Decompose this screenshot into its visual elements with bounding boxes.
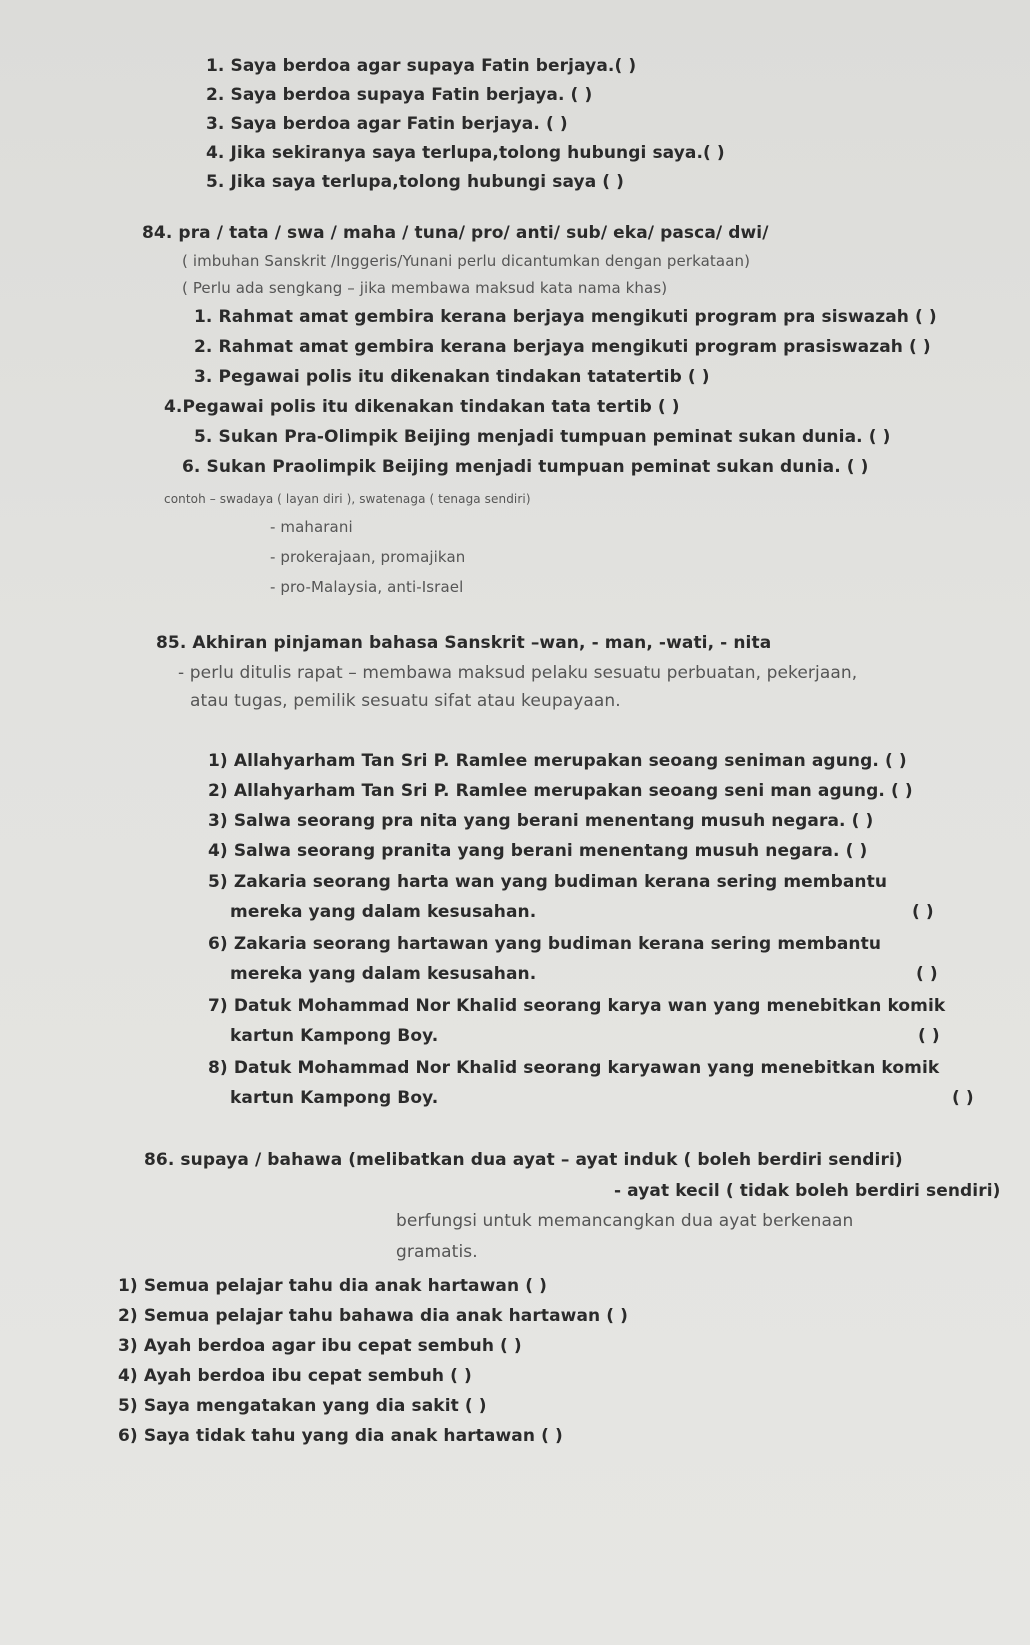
list-item: 5. Jika saya terlupa,tolong hubungi saya ( ) [206,172,625,192]
list-item: 2. Saya berdoa supaya Fatin berjaya. ( ) [206,85,593,105]
section-85-desc: - perlu ditulis rapat – membawa maksud pelaku sesuatu perbuatan, pekerjaan, [178,663,858,683]
section-86-line: - ayat kecil ( tidak boleh berdiri sendiri) [614,1181,1001,1201]
section-85-heading: 85. Akhiran pinjaman bahasa Sanskrit –wan, - man, -wati, - nita [156,633,772,653]
list-item: 1) Allahyarham Tan Sri P. Ramlee merupakan seoang seniman agung. ( ) [208,751,907,771]
list-item: 4. Jika sekiranya saya terlupa,tolong hubungi saya.( ) [206,143,725,163]
list-item: 3) Ayah berdoa agar ibu cepat sembuh ( ) [118,1336,522,1356]
bullet-item: - prokerajaan, promajikan [270,548,466,566]
list-item: 6) Saya tidak tahu yang dia anak hartawan ( ) [118,1426,563,1446]
list-item: 5) Zakaria seorang harta wan yang budiman kerana sering membantu [208,872,888,892]
list-item-continued: mereka yang dalam kesusahan. [230,964,537,984]
list-item: 3) Salwa seorang pra nita yang berani menentang musuh negara. ( ) [208,811,874,831]
bullet-item: - pro-Malaysia, anti-Israel [270,578,464,596]
list-item: 4.Pegawai polis itu dikenakan tindakan tata tertib ( ) [164,397,680,417]
section-86-line: berfungsi untuk memancangkan dua ayat berkenaan [396,1211,854,1231]
section-84-heading: 84. pra / tata / swa / maha / tuna/ pro/ anti/ sub/ eka/ pasca/ dwi/ [142,223,769,243]
section-86-heading: 86. supaya / bahawa (melibatkan dua ayat – ayat induk ( boleh berdiri sendiri) [144,1150,903,1170]
list-item: 4) Ayah berdoa ibu cepat sembuh ( ) [118,1366,472,1386]
list-item: 1. Saya berdoa agar supaya Fatin berjaya.( ) [206,56,637,76]
bullet-item: - maharani [270,518,353,536]
list-item: 5) Saya mengatakan yang dia sakit ( ) [118,1396,487,1416]
answer-bracket: ( ) [912,902,934,922]
list-item: 2. Rahmat amat gembira kerana berjaya mengikuti program prasiswazah ( ) [194,337,931,357]
answer-bracket: ( ) [918,1026,940,1046]
list-item: 3. Pegawai polis itu dikenakan tindakan tatatertib ( ) [194,367,710,387]
list-item-continued: kartun Kampong Boy. [230,1026,439,1046]
list-item: 8) Datuk Mohammad Nor Khalid seorang karyawan yang menebitkan komik [208,1058,940,1078]
list-item: 1) Semua pelajar tahu dia anak hartawan ( ) [118,1276,547,1296]
list-item-continued: mereka yang dalam kesusahan. [230,902,537,922]
list-item: 3. Saya berdoa agar Fatin berjaya. ( ) [206,114,568,134]
section-84-example: contoh – swadaya ( layan diri ), swatenaga ( tenaga sendiri) [164,492,531,506]
list-item: 1. Rahmat amat gembira kerana berjaya mengikuti program pra siswazah ( ) [194,307,937,327]
answer-bracket: ( ) [916,964,938,984]
list-item: 5. Sukan Pra-Olimpik Beijing menjadi tumpuan peminat sukan dunia. ( ) [194,427,891,447]
list-item: 2) Allahyarham Tan Sri P. Ramlee merupakan seoang seni man agung. ( ) [208,781,913,801]
list-item: 6) Zakaria seorang hartawan yang budiman kerana sering membantu [208,934,882,954]
section-84-note: ( imbuhan Sanskrit /Inggeris/Yunani perlu dicantumkan dengan perkataan) [182,252,751,270]
list-item: 7) Datuk Mohammad Nor Khalid seorang karya wan yang menebitkan komik [208,996,946,1016]
list-item: 6. Sukan Praolimpik Beijing menjadi tumpuan peminat sukan dunia. ( ) [182,457,869,477]
section-84-note: ( Perlu ada sengkang – jika membawa maksud kata nama khas) [182,279,668,297]
answer-bracket: ( ) [952,1088,974,1108]
list-item: 4) Salwa seorang pranita yang berani menentang musuh negara. ( ) [208,841,868,861]
list-item-continued: kartun Kampong Boy. [230,1088,439,1108]
section-86-line: gramatis. [396,1242,478,1262]
list-item: 2) Semua pelajar tahu bahawa dia anak hartawan ( ) [118,1306,628,1326]
section-85-desc: atau tugas, pemilik sesuatu sifat atau keupayaan. [190,691,621,711]
